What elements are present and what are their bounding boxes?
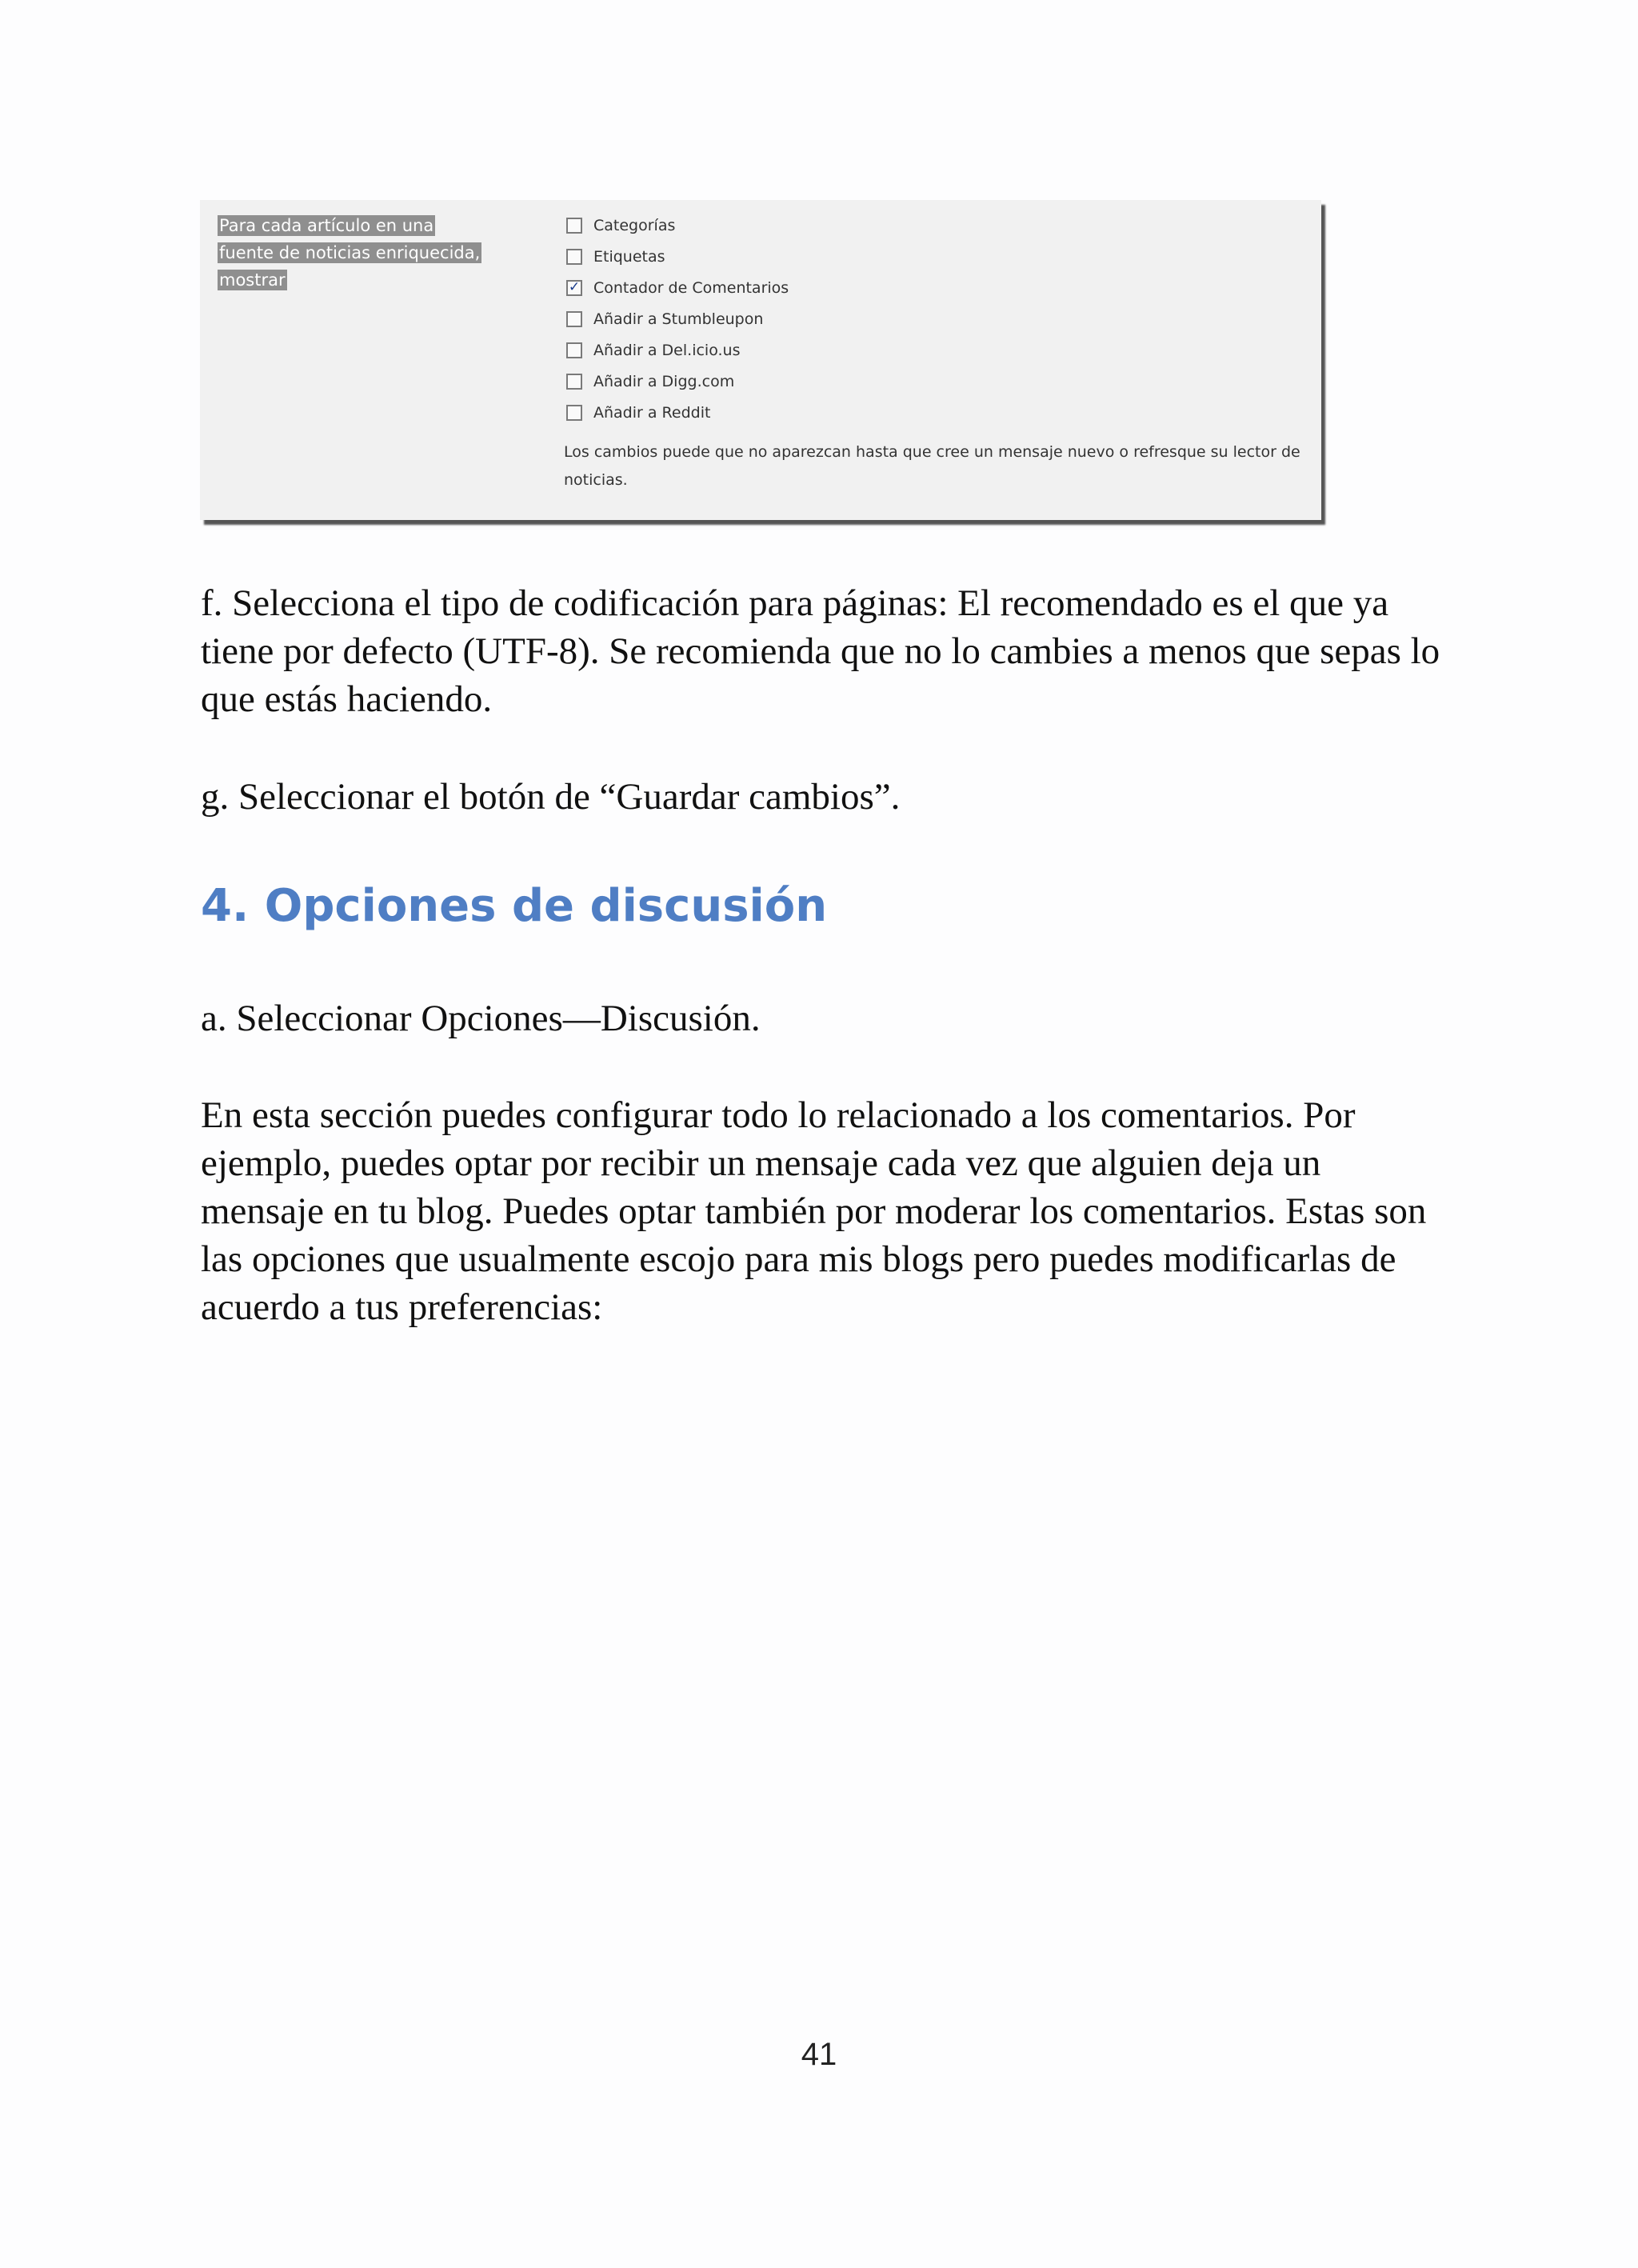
- option-label: Añadir a Digg.com: [593, 372, 735, 390]
- settings-screenshot: [200, 200, 1321, 520]
- paragraph-step-a: a. Seleccionar Opciones—Discusión.: [201, 998, 761, 1039]
- option-etiquetas[interactable]: [566, 241, 789, 272]
- option-stumbleupon[interactable]: [566, 303, 789, 334]
- checkbox[interactable]: [566, 374, 582, 390]
- option-reddit[interactable]: [566, 397, 789, 428]
- checkbox[interactable]: [566, 342, 582, 358]
- feed-changes-note: Los cambios puede que no aparezcan hasta que cree un mensaje nuevo o refresque su lector de noticias.: [564, 443, 1300, 489]
- checkbox[interactable]: [566, 311, 582, 327]
- paragraph-intro: En esta sección puedes configurar todo lo relacionado a los comentarios. Por ejemplo, puedes optar por recibir un mensaje cada vez que alguien deja un mensaje en tu blog. Puedes optar también por moderar los comentarios. Estas son las opciones que usualmente escojo para mis blogs pero puedes modificarlas de acuerdo a tus preferencias:: [201, 1094, 1427, 1328]
- option-label: Etiquetas: [593, 247, 665, 266]
- feed-options-list: [566, 210, 789, 428]
- paragraph-step-f: f. Selecciona el tipo de codificación para páginas: El recomendado es el que ya tiene por defecto (UTF-8). Se recomienda que no lo cambies a menos que sepas lo que estás haciendo.: [201, 582, 1440, 720]
- option-label: Contador de Comentarios: [593, 278, 789, 297]
- checkbox[interactable]: [566, 249, 582, 265]
- option-digg[interactable]: [566, 366, 789, 397]
- feed-options-label: Para cada artículo en una fuente de noticias enriquecida, mostrar: [219, 216, 481, 290]
- option-delicious[interactable]: [566, 334, 789, 366]
- option-label: Categorías: [593, 216, 676, 234]
- section-heading: 4. Opciones de discusión: [201, 880, 828, 932]
- checkbox[interactable]: [566, 218, 582, 234]
- option-label: Añadir a Del.icio.us: [593, 341, 741, 359]
- option-label: Añadir a Stumbleupon: [593, 310, 764, 328]
- option-contador-comentarios[interactable]: [566, 272, 789, 303]
- checkbox-checked[interactable]: ✓: [566, 280, 582, 296]
- checkbox[interactable]: [566, 405, 582, 421]
- page-number: 41: [801, 2037, 837, 2072]
- paragraph-step-g: g. Seleccionar el botón de “Guardar cambios”.: [201, 776, 901, 818]
- option-label: Añadir a Reddit: [593, 403, 711, 422]
- option-categorias[interactable]: [566, 210, 789, 241]
